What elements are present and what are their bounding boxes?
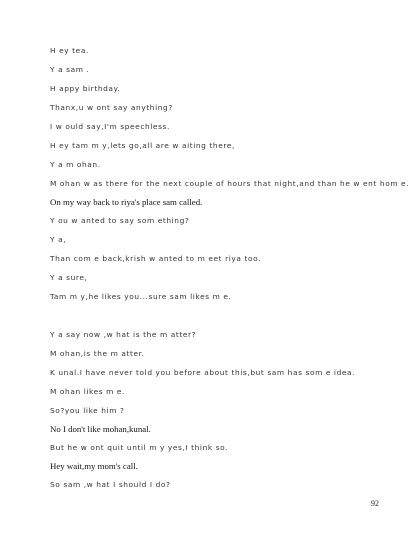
text-line: Thanx,u w ont say anything? — [50, 103, 173, 112]
text-line: Tam m y,he likes you...sure sam likes m e. — [50, 292, 232, 301]
text-line: H ey tea. — [50, 46, 89, 55]
text-line: I w ould say,I'm speechless. — [50, 122, 170, 131]
text-line: So?you like him ? — [50, 406, 125, 415]
text-line: No I don't like mohan,kunal. — [50, 424, 151, 434]
text-line: On my way back to riya's place sam called. — [50, 197, 203, 207]
text-line: Y a, — [50, 235, 67, 244]
text-line: Y ou w anted to say som ething? — [50, 216, 190, 225]
text-line: Y a sure, — [50, 273, 88, 282]
text-line: H ey tam m y,lets go,all are w aiting there, — [50, 141, 235, 150]
text-line: M ohan,is the m atter. — [50, 349, 145, 358]
text-line: Hey wait,my mom's call. — [50, 461, 138, 471]
text-line: M ohan likes m e. — [50, 387, 126, 396]
text-line: But he w ont quit until m y yes,I think so. — [50, 443, 229, 452]
text-line: Y a m ohan. — [50, 160, 101, 169]
text-line: Than com e back,krish w anted to m eet riya too. — [50, 254, 262, 263]
text-line: M ohan w as there for the next couple of hours that night,and than he w ent hom e. — [50, 179, 410, 188]
text-line: So sam ,w hat I should I do? — [50, 480, 171, 489]
text-line: Y a say now ,w hat is the m atter? — [50, 330, 197, 339]
page-number: 92 — [371, 499, 379, 508]
text-line: Y a sam . — [50, 65, 90, 74]
text-line: K unal.I have never told you before about this,but sam has som e idea. — [50, 368, 356, 377]
text-line: H appy birthday. — [50, 84, 121, 93]
